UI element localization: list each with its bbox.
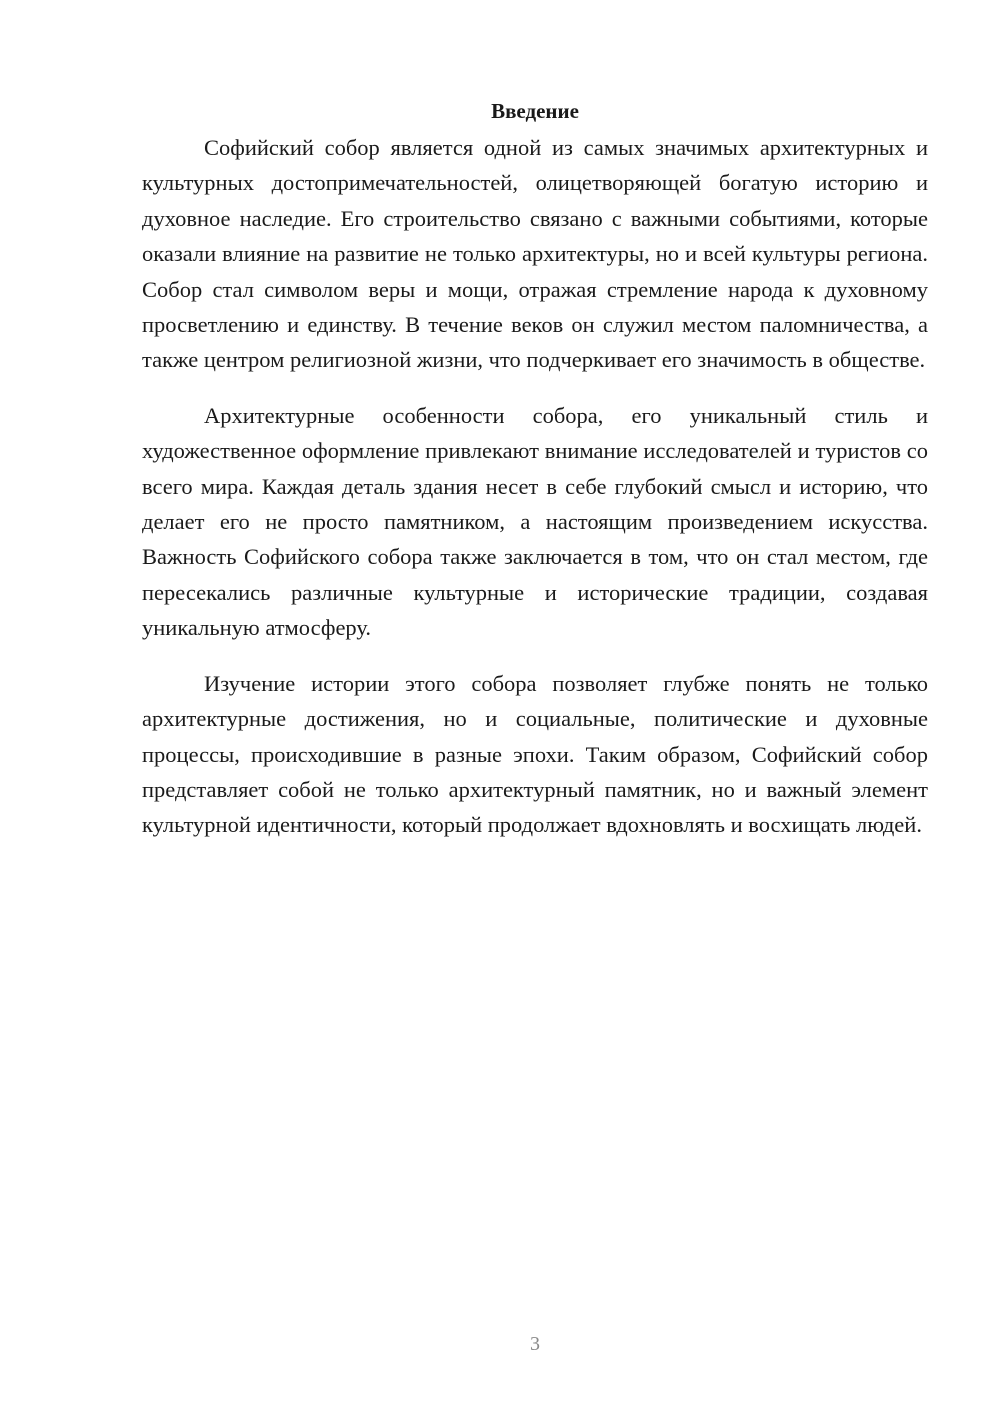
section-heading: Введение [491, 99, 579, 123]
page-number: 3 [530, 1333, 540, 1355]
paragraph-3: Изучение истории этого собора позволяет глубже понять не только архитектурные достижения, но и социальные, политические и духовные процессы, происходившие в разные эпохи. Таким образом, Софийский собор представляет собой не только архитектурный памятник, но и важный элемент культурной идентичности, который продолжает вдохновлять и восхищать людей. [142, 670, 928, 838]
page-content [142, 96, 928, 863]
paragraph-1: Софийский собор является одной из самых значимых архитектурных и культурных достопримечательностей, олицетворяющей богатую историю и духовное наследие. Его строительство связано с важными событиями, которые оказали влияние на развитие не только архитектуры, но и всей культуры региона. Собор стал символом веры и мощи, отражая стремление народа к духовному просветлению и единству. В течение веков он служил местом паломничества, а также центром религиозной жизни, что подчеркивает его значимость в обществе. [142, 135, 928, 373]
paragraph-2: Архитектурные особенности собора, его уникальный стиль и художественное оформление привлекают внимание исследователей и туристов со всего мира. Каждая деталь здания несет в себе глубокий смысл и историю, что делает его не просто памятником, а настоящим произведением искусства. Важность Софийского собора также заключается в том, что он стал местом, где пересекались различные культурные и исторические традиции, создавая уникальную атмосферу. [142, 402, 928, 641]
